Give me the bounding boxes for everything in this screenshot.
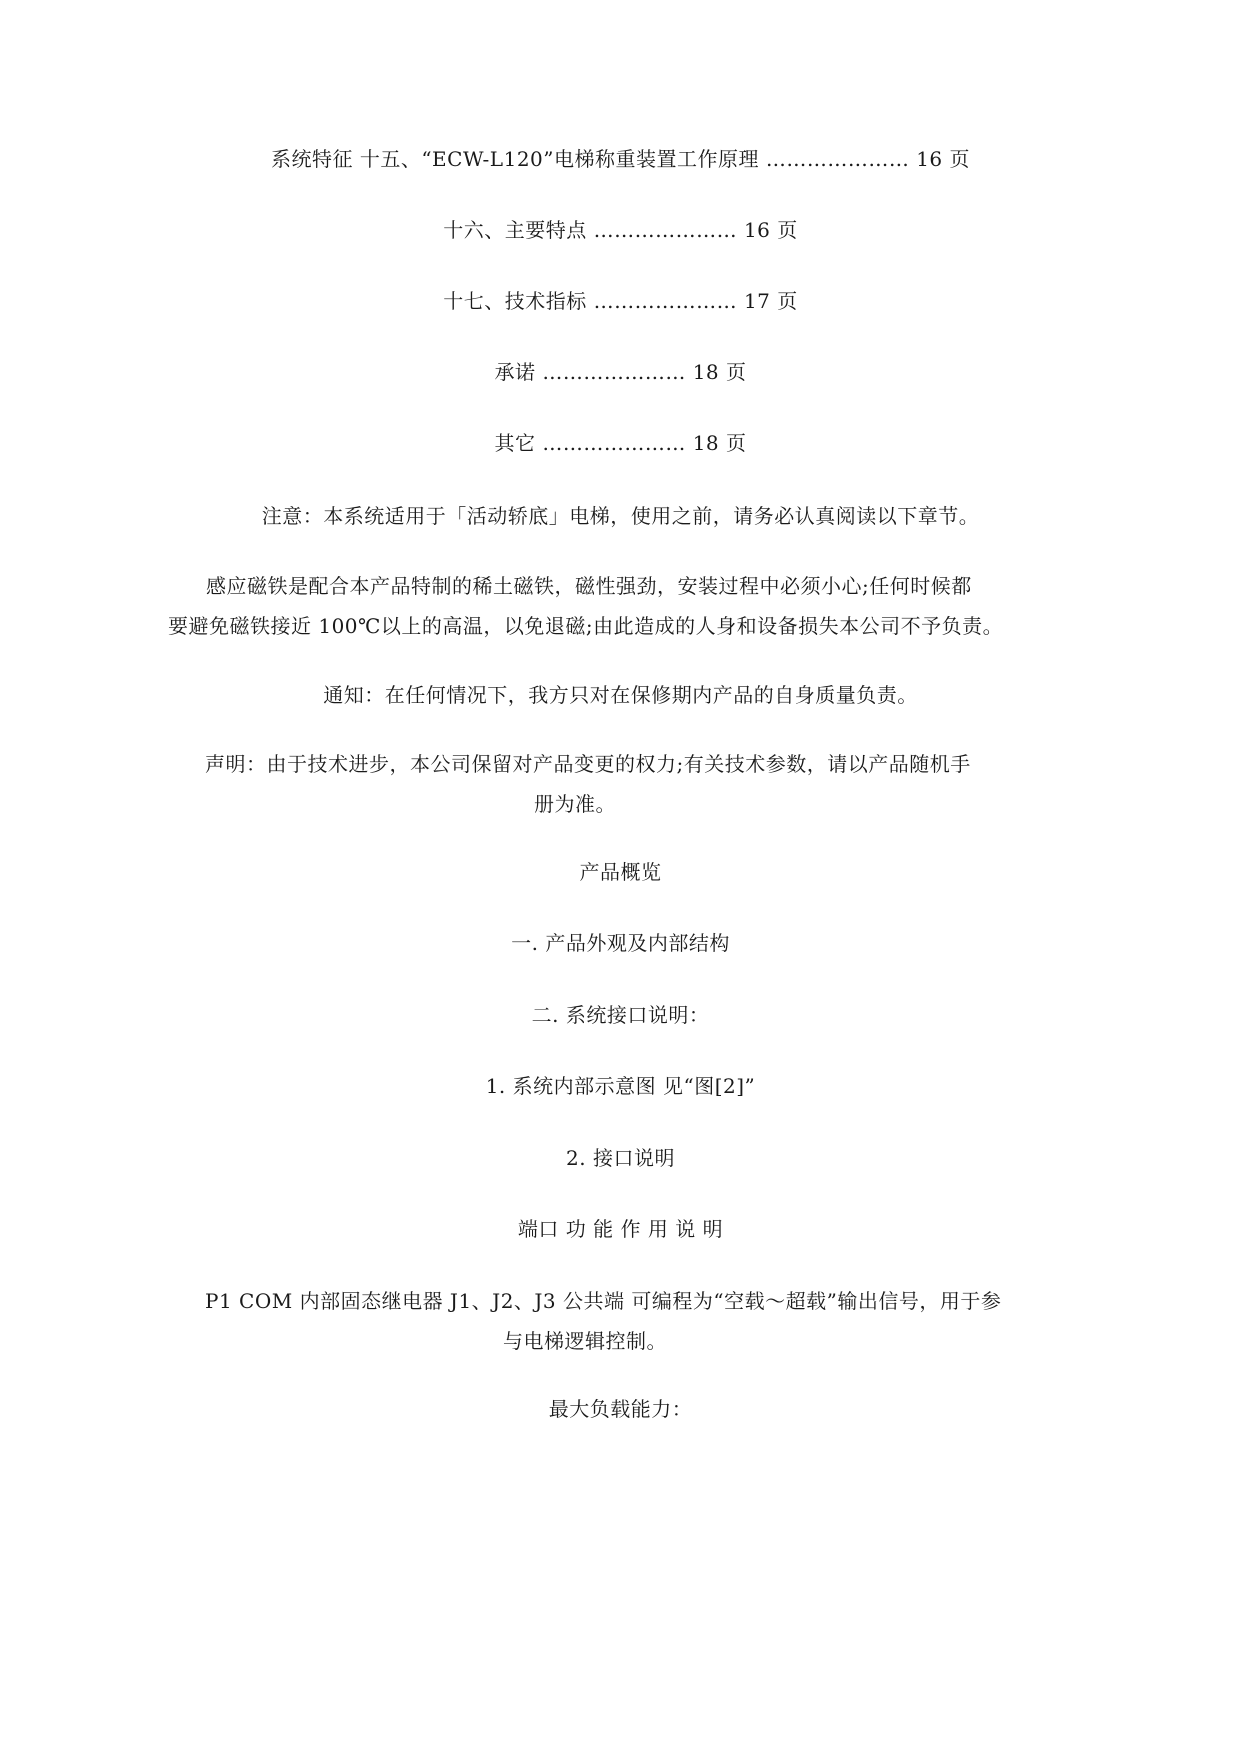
- overview-title: 产品概览: [579, 860, 662, 884]
- magnet-warning-paragraph: [168, 566, 1068, 646]
- statement-line-1: 声明：由于技术进步，本公司保留对产品变更的权力;有关技术参数，请以产品随机手: [205, 752, 971, 776]
- statement-paragraph: [205, 744, 1045, 824]
- item-2-heading: 2. 接口说明: [566, 1146, 675, 1170]
- table-header: 端口 功 能 作 用 说 明: [517, 1217, 724, 1241]
- section-1-heading: 一. 产品外观及内部结构: [511, 931, 730, 955]
- p1-com-paragraph: [205, 1281, 1045, 1361]
- toc-entry-other: 其它 ………………… 18 页: [494, 431, 747, 455]
- magnet-warning-line-1: 感应磁铁是配合本产品特制的稀土磁铁，磁性强劲，安装过程中必须小心;任何时候都: [206, 574, 972, 598]
- warranty-notice: 通知：在任何情况下，我方只对在保修期内产品的自身质量负责。: [323, 683, 918, 707]
- magnet-warning-line-2: 要避免磁铁接近 100℃以上的高温，以免退磁;由此造成的人身和设备损失本公司不予负责。: [168, 614, 1004, 638]
- p1-com-line-2: 与电梯逻辑控制。: [503, 1329, 667, 1353]
- notice-text: 注意：本系统适用于「活动轿底」电梯，使用之前，请务必认真阅读以下章节。: [261, 504, 980, 528]
- statement-line-2: 册为准。: [534, 792, 616, 816]
- max-load-heading: 最大负载能力：: [548, 1397, 693, 1421]
- p1-com-line-1: P1 COM 内部固态继电器 J1、J2、J3 公共端 可编程为“空载～超载”输出信号，用于参: [205, 1289, 1002, 1313]
- toc-entry-15: 系统特征 十五、“ECW-L120”电梯称重装置工作原理 ………………… 16 页: [270, 147, 971, 171]
- item-1-heading: 1. 系统内部示意图 见“图[2]”: [485, 1074, 756, 1098]
- toc-entry-promise: 承诺 ………………… 18 页: [494, 360, 747, 384]
- toc-entry-16: 十六、主要特点 ………………… 16 页: [443, 218, 798, 242]
- toc-entry-17: 十七、技术指标 ………………… 17 页: [443, 289, 798, 313]
- section-2-heading: 二. 系统接口说明：: [531, 1003, 710, 1027]
